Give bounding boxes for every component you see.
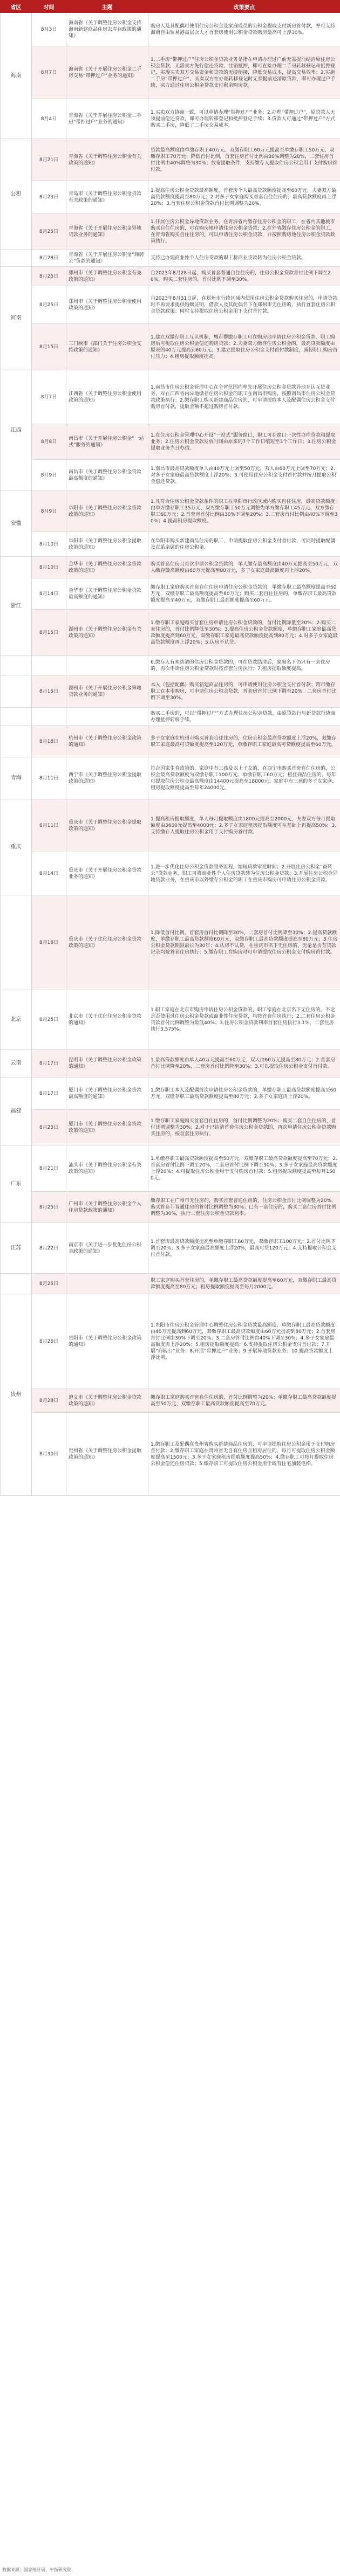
table-row xyxy=(1,1192,340,1223)
header-date: 时间 xyxy=(32,1,66,13)
title-cell: 郑州市《关于调整住房公积金有关政策的通知》 xyxy=(66,267,148,286)
table-row xyxy=(1,1413,340,1496)
table-row xyxy=(1,1223,340,1274)
title-cell: 江西省《关于调整住房公积金使用政策的通知》 xyxy=(66,370,148,424)
content-cell: 1.单缴存职工最高贷款额度提高至50万元，双缴存职工最高贷款额度提高至70万元；2.首套房首付比例下调至20%，二套房首付比例下调至30%；3.多子女家庭最高贷款额度上浮20%；4.可提取住房公积金用于支付购房首付款；5.租房提取额度提高至每月1500元。 xyxy=(148,1145,340,1192)
table-row xyxy=(1,250,340,267)
content-cell: 1.买卖双方协商一致，可以申请办理“带押过户”业务；2.办理“带押过户”，原贷款人无须提前偿还贷款，即可办理转移登记和抵押登记手续；3.贷款人可通过“带押过户”方式购买二手房，降低了二手房交易成本。 xyxy=(148,99,340,139)
content-cell: 1.缴存职工家庭购买首套自住住房的，首付比例调整为20%；购买二套自住住房的，首付比例调整为30%；2.对于已结清首套住房公积金贷款的，再次申请住房公积金贷款购买住房的，按首套住房执行。 xyxy=(148,1110,340,1145)
region-cell xyxy=(1,895,32,990)
region-cell: 海南 xyxy=(1,13,32,139)
content-cell: 贷款最高额度由单缴存职工40万元、双缴存职工60万元提高至单缴存职工50万元、双缴存职工70万元；降低首付比例，首套住房首付比例由30%调整为20%，二套住房首付比例由40%调整为30%；放宽提取条件，支持缴存人提取住房公积金用于支付购房首付款。 xyxy=(148,139,340,181)
table-row xyxy=(1,610,340,656)
header-row xyxy=(1,1,340,13)
table-row xyxy=(1,13,340,46)
title-cell: 遵义市《关于调整住房公积金贷款政策的通知》 xyxy=(66,1389,148,1413)
date-cell: 8月30日 xyxy=(32,1413,66,1496)
content-cell: 1.最高贷款额度由单人40万元提高至60万元，双人由60万元提高至80万元；2.首套房首付比例降至20%，二套房首付比例降至30%；3.可以提取住房公积金支付首付款。 xyxy=(148,1049,340,1078)
title-cell: 三门峡市《部门关于住房公积金支持政策的通知》 xyxy=(66,324,148,370)
date-cell xyxy=(32,656,66,675)
table-row xyxy=(1,675,340,708)
title-cell xyxy=(66,708,148,726)
date-cell: 8月3日 xyxy=(32,13,66,46)
title-cell: 北京市《关于优化住房公积金贷款的通知》 xyxy=(66,990,148,1049)
region-cell: 江西 xyxy=(1,370,32,491)
source-footer: 数据来源：国家统计局、中指研究院 xyxy=(2,2567,71,2572)
title-cell: 湖州市《关于开展住房公积金异地贷款业务的通知》 xyxy=(66,675,148,708)
title-cell xyxy=(66,1274,148,1294)
date-cell: 8月25日 xyxy=(32,1274,66,1294)
date-cell: 8月15日 xyxy=(32,324,66,370)
date-cell: 8月25日 xyxy=(32,1192,66,1223)
date-cell: 8月16日 xyxy=(32,895,66,990)
content-cell: 1.凡符合住房公积金贷款条件的职工在阜阳市行政区域内购买自住住房，最高贷款额度由单方缴存职工35万元、双方缴存职工50万元调整为单方缴存职工45万元、双方缴存职工60万元；2.首套房首付比例由30%下调至20%；3.二套房首付比例由40%下调至30%；4.提高租房提取额度。 xyxy=(148,491,340,532)
title-cell: 厦门市《关于调整住房公积金贷款最高额度的通知》 xyxy=(66,1078,148,1110)
date-cell: 8月11日 xyxy=(32,799,66,852)
content-cell: 购买二手房的，可以“带押过户”方式办理住房公积金贷款，由原贷款行与新贷款行协商办理抵押转移手续。 xyxy=(148,708,340,726)
title-cell: 贵阳市《关于调整住房公积金政策的通知》 xyxy=(66,1294,148,1389)
content-cell: 1.提高租房提取额度，单人每月提取额度由1800元提高至2000元，夫妻双方每月提取额度由3600元提高至4000元；2.多子女家庭租房提取额度可在基础上再提高50%；3.支持缴存人提取住房公积金用于支付购房首付款。 xyxy=(148,799,340,852)
region-cell xyxy=(1,675,32,708)
region-cell xyxy=(1,250,32,267)
table-row xyxy=(1,286,340,324)
title-cell: 昆明市《关于调整住房公积金政策的通知》 xyxy=(66,1049,148,1078)
table-row xyxy=(1,46,340,99)
content-cell: 1.职工家庭在北京市购房申请住房公积金贷款的，职工家庭在北京名下无住房的，不论是否使用过住房公积金贷款或商业性住房贷款，均按首套住房执行；2.二套住房公积金贷款首付比例调整为最低40%；3.住房公积金贷款利率首套住房执行3.1%，二套住房执行3.575%。 xyxy=(148,990,340,1049)
table-row xyxy=(1,267,340,286)
content-cell: 支持已办理商业性个人住房贷款的职工将商业贷款转为住房公积金贷款。 xyxy=(148,250,340,267)
date-cell: 8月17日 xyxy=(32,1049,66,1078)
title-cell xyxy=(66,656,148,675)
content-cell: 1.建立双缴存职工互认机制，城市群缴存职工可在购房地申请住房公积金贷款，职工购房后可提取住房公积金偿还购房贷款；2.夫妻双方缴存住房公积金的，最高贷款额度由原来的40万元提高到60万元；3.建立提取住房公积金支付首付款制度，减轻职工购房首付压力；4.租房提取额度提高。 xyxy=(148,324,340,370)
title-cell: 西宁市《关于调整住房公积金提取政策的通知》 xyxy=(66,757,148,799)
content-cell: 符合国家生育政策的，家庭中有三孩及以上子女的，在西宁市购买首套自住住房的，公积金最高贷款额度为双缴存职工100万元、单缴存职工60万元；租住商品住房的，每年可提取住房公积金最高额度由14400元提高至18000元；家庭中有三孩的多子女家庭，租房提取额度提高至每年24000元。 xyxy=(148,757,340,799)
header-region: 省区 xyxy=(1,1,32,13)
content-cell: 1.在住房公积金管理中心开设“一站式”服务窗口，职工可在窗口一次性办理贷款和提取业务；2.住房公积金贷款发放时间由原来的7个工作日缩短至3个工作日；3.住房公积金提取业务当日办结。 xyxy=(148,424,340,460)
title-cell: 重庆市《关于调整住房公积金提取政策的通知》 xyxy=(66,799,148,852)
date-cell: 8月25日 xyxy=(32,213,66,250)
content-cell: 1.贵阳市住房公积金管理中心调整住房公积金贷款最高额度，单缴存职工最高贷款额度由40万元提高到60万元，双缴存职工最高贷款额度由60万元提高到80万元；2.首套房首付比例由30%下调至20%；3.二套房首付比例由40%下调至30%；4.多子女家庭最高额度再上浮20%；5.租房提取额度提高；6.支持提取住房公积金支付首付款；7.开展“商转公”业务；8.开展“带押过户”业务；9.开展异地贷款业务；10.提高贷款额度上浮比例。 xyxy=(148,1294,340,1389)
date-cell: 8月25日 xyxy=(32,990,66,1049)
content-cell: 1.缴存职工家庭购买首套住房申请住房公积金贷款的，首付比例降低至20%；2.购买二套住房的，首付比例降低至30%；3.提高住房公积金贷款额度，单缴存职工家庭最高贷款额度提高到60万元，双缴存职工家庭最高贷款额度提高到80万元；4.对多子女家庭最高贷款额度再上浮20%；5.认房不认贷。 xyxy=(148,610,340,656)
content-cell: 6.缴存人有未结清的住房公积金贷款的，可在贷款结清后，家庭名下仍只有一套住房的，再次申请住房公积金贷款时按首套住房执行；7.租房提取额度提高。 xyxy=(148,656,340,675)
region-cell: 北京 xyxy=(1,990,32,1049)
region-cell: 贵州 xyxy=(1,1294,32,1496)
title-cell: 厦门市《关于调整住房公积金贷款政策的通知》 xyxy=(66,1110,148,1145)
date-cell: 8月23日 xyxy=(32,1110,66,1145)
table-row xyxy=(1,532,340,557)
title-cell: 南京市《关于进一步优化住房公积金政策的通知》 xyxy=(66,1223,148,1274)
table-row xyxy=(1,895,340,990)
title-cell: 广州市《关于调整住房公积金个人住房贷款政策的通知》 xyxy=(66,1192,148,1223)
title-cell: 郑州市《关于调整住房公积金使用政策的通知》 xyxy=(66,286,148,324)
title-cell: 湖州市《关于调整住房公积金有关政策的通知》 xyxy=(66,610,148,656)
title-cell: 金华市《关于调整住房公积金贷款政策的通知》 xyxy=(66,557,148,578)
table-row xyxy=(1,1294,340,1389)
title-cell: 青海省《关于调整住房公积金有关政策的通知》 xyxy=(66,139,148,181)
content-cell: 1.南昌市住房公积金管理中心在全省范围内率先开展住房公积金贷款异地互认互贷业务，对在江西省内异地缴存住房公积金的职工在南昌市购房，按照南昌市住房公积金贷款政策执行；2.缴存职工购买新建商品住房的，可申请提取本人及配偶住房公积金支付购房首付款，提取金额不超过购房首付款。 xyxy=(148,370,340,424)
region-cell: 青海 xyxy=(1,757,32,799)
date-cell: 8月7日 xyxy=(32,370,66,424)
table-row xyxy=(1,370,340,424)
content-cell: 缴存职工家庭购买首套自住住房申请住房公积金贷款的，单缴存职工最高额度提高至60万元，双缴存职工最高额度提高至80万元；购买二套自住住房的，单缴存职工最高贷款额度提高至40万元，双缴存职工最高额度提高至60万元。 xyxy=(148,578,340,610)
date-cell: 8月15日 xyxy=(32,610,66,656)
title-cell: 阜阳市《关于调整住房公积金提取政策的通知》 xyxy=(66,532,148,557)
title-cell: 金华市《关于调整住房公积金贷款最高额度的通知》 xyxy=(66,578,148,610)
date-cell: 8月22日 xyxy=(32,1223,66,1274)
region-cell: 云南 xyxy=(1,1049,32,1078)
date-cell: 8月28日 xyxy=(32,1389,66,1413)
date-cell: 8月9日 xyxy=(32,491,66,532)
content-cell: 自2023年8月31日起，在郑州市行政区域内使用住房公积金贷款购买住房的，申请贷款时不再要求提供婚姻证明，借款人及其配偶名下在郑州市无住房的，执行首套住房公积金贷款政策；同时支持提取住房公积金用于支付首付款。 xyxy=(148,286,340,324)
title-cell: 南昌市《关于调整住房公积金贷款最高额度的通知》 xyxy=(66,460,148,491)
region-cell: 重庆 xyxy=(1,799,32,895)
content-cell: 本人（包括配偶）购买新建商品住房的，可申请使用住房公积金支付首付款；跨市缴存职工在本市购房，可申请住房公积金贷款，首套房首付比例下调至20%，二套房首付比例下调至30%。 xyxy=(148,675,340,708)
table-row xyxy=(1,1078,340,1110)
content-cell: 1.进一步优化住房公积金贷款服务流程，缩短贷款审批时间；2.开展住房公积金“商转公”贷款业务，职工可将商业性个人住房贷款转为住房公积金贷款；3.开展住房公积金异地贷款业务，在重庆市以外缴存公积金的职工在重庆市购房可申请住房公积金贷款。 xyxy=(148,852,340,895)
date-cell: 8月28日 xyxy=(32,250,66,267)
table-row xyxy=(1,578,340,610)
table-row xyxy=(1,139,340,181)
table-row xyxy=(1,424,340,460)
date-cell: 8月23日 xyxy=(32,181,66,213)
table-row xyxy=(1,708,340,726)
table-row xyxy=(1,757,340,799)
title-cell: 海南省《关于开展住房公积金二手房交易“带押过户”业务的通知》 xyxy=(66,46,148,99)
table-row xyxy=(1,726,340,757)
date-cell: 8月18日 xyxy=(32,726,66,757)
region-cell: 浙江 xyxy=(1,557,32,656)
date-cell: 8月9日 xyxy=(32,460,66,491)
table-row xyxy=(1,1389,340,1413)
date-cell: 8月10日 xyxy=(32,532,66,557)
content-cell: 1.首套房最高贷款额度提高至单缴存职工60万元，双缴存职工100万元；2.首付比例下调至20%；3.多子女家庭最高额度上浮20%，最高可贷120万元；4.支持提取公积金支付首付款。 xyxy=(148,1223,340,1274)
content-cell: 1.南昌市最高贷款额度单人由40万元上调至50万元，双人由60万元上调至70万元；2.对多子女家庭最高贷款额度上浮20%；3.可使用住房公积金支付首付款并按月提取公积金偿还贷款。 xyxy=(148,460,340,491)
table-row xyxy=(1,1274,340,1294)
table-row xyxy=(1,557,340,578)
content-cell: 购房人及其配偶可使用住房公积金及家庭成员的公积金提取支付新房首付款，并可支持海南自由贸易港高层次人才首套房使用公积金贷款购房最高可上浮30%。 xyxy=(148,13,340,46)
region-cell xyxy=(1,708,32,726)
region-cell: 江苏 xyxy=(1,1223,32,1274)
content-cell: 缴存职工在广州市无住房的，购买首套普通住房的，住房公积金首付比例调整为20%，购买首套非普通住房的首付比例调整为30%；已有一套住房的，购买二套住房首付比例调整为30%，执行二套住房公积金贷款利率。 xyxy=(148,1192,340,1223)
title-cell: 贵州省《关于调整住房公积金提取政策的通知》 xyxy=(66,1413,148,1496)
table-row xyxy=(1,181,340,213)
title-cell: 阜阳市《关于调整住房公积金贷款政策的通知》 xyxy=(66,491,148,532)
region-cell: 福建 xyxy=(1,1078,32,1145)
date-cell: 8月7日 xyxy=(32,46,66,99)
content-cell: 在阜阳市购买新建商品住房的职工，申请提取住房公积金支付首付款，可同时提取配偶及直系亲属的住房公积金。 xyxy=(148,532,340,557)
title-cell: 南昌市《关于开展住房公积金“一站式”服务的通知》 xyxy=(66,424,148,460)
title-cell: 杭州市《关于调整住房公积金政策的通知》 xyxy=(66,726,148,757)
table-row xyxy=(1,213,340,250)
content-cell: 购买首套住房且首次申请公积金贷款的，单人缴存最高额度由40万元提高至50万元，双人缴存最高额度由60万元提高至80万元，多子女家庭最高额度再上浮20%。 xyxy=(148,557,340,578)
table-body xyxy=(1,13,340,1496)
table-row xyxy=(1,1049,340,1078)
table-row xyxy=(1,852,340,895)
date-cell: 8月21日 xyxy=(32,139,66,181)
date-cell: 8月14日 xyxy=(32,852,66,895)
title-cell: 青岛市《关于调整住房公积金贷款有关政策的通知》 xyxy=(66,181,148,213)
table-row xyxy=(1,99,340,139)
title-cell: 青海省《关于开展住房公积金异地贷款业务的通知》 xyxy=(66,213,148,250)
date-cell: 8月25日 xyxy=(32,286,66,324)
content-cell: 职工家庭购买首套住房的，单缴存职工最高贷款额度提高至60万元，双缴存职工最高贷款额度提高至80万元；租房提取额度提高至每月2000元。 xyxy=(148,1274,340,1294)
content-cell: 1.开展住房公积金异地贷款业务，在青海省内缴存住房公积金的职工，在省内其他城市购买自住住房的，可在购房地申请住房公积金贷款；2.在外省缴存住房公积金的职工，在青海省购买自住住房的，可以申请住房公积金贷款，并按照购房地住房公积金贷款政策执行。 xyxy=(148,213,340,250)
table-row xyxy=(1,990,340,1049)
region-cell: 河南 xyxy=(1,267,32,370)
title-cell: 青海省《关于开展住房公积金“商转公”贷款的通知》 xyxy=(66,250,148,267)
content-cell: 1.缴存职工本人及配偶首次申请住房公积金贷款的，单缴存职工最高贷款额度提高至60万元，双缴存职工最高贷款额度提高至80万元；2.多子女家庭再上浮20%。 xyxy=(148,1078,340,1110)
content-cell: 自2023年8月28日起，购买首套普通自住住房的，住房公积金贷款首付比例下调至20%，购买二套住房的，首付比例下调至30%。 xyxy=(148,267,340,286)
date-cell: 8月17日 xyxy=(32,1078,66,1110)
content-cell: 缴存职工家庭购买首套自住住房的，首付比例调整为20%；单缴存职工最高贷款额度提高至50万元，双缴存职工最高贷款额度提高至70万元。 xyxy=(148,1389,340,1413)
content-cell: 1.二手房“带押过户”住房公积金贷款业务是指在申请办理过户前无需提前结清原住房公积金贷款，无需卖方先行偿还贷款、注销抵押，即可直接办理二手房转移登记和抵押登记，实现买卖双方交易资金和贷款的无缝衔接，降低交易成本，提高交易效率；2.实施二手房“带押过户”，买卖双方在办理转移登记时无须提前还清原贷款，即可办理过户手续，买方通过住房公积金贷款支付剩余购房款。 xyxy=(148,46,340,99)
region-cell xyxy=(1,726,32,757)
table-row xyxy=(1,324,340,370)
date-cell: 8月4日 xyxy=(32,99,66,139)
region-cell xyxy=(1,1274,32,1294)
header-content: 政策要点 xyxy=(148,1,340,13)
table-row xyxy=(1,1145,340,1192)
title-cell: 青海省《关于开展住房公积金二手房“带押过户”业务的通知》 xyxy=(66,99,148,139)
region-cell xyxy=(1,656,32,675)
content-cell: 1.提高住房公积金贷款最高额度，首套房个人最高贷款额度提高至60万元，夫妻双方最高贷款额度提高至80万元；2.对多子女家庭购买首套自住住房的，最高贷款额度再上浮20%；3.首套住房公积金贷款首付比例调整为20%。 xyxy=(148,181,340,213)
region-cell: 公积 xyxy=(1,139,32,250)
region-cell: 广东 xyxy=(1,1145,32,1223)
date-cell: 8月26日 xyxy=(32,1294,66,1389)
date-cell xyxy=(32,708,66,726)
header-title: 主题 xyxy=(66,1,148,13)
date-cell: 8月15日 xyxy=(32,675,66,708)
table-row xyxy=(1,491,340,532)
date-cell: 8月11日 xyxy=(32,757,66,799)
date-cell: 8月21日 xyxy=(32,1145,66,1192)
table-row xyxy=(1,799,340,852)
content-cell: 1.缴存职工及配偶在贵州省购买新建商品住房的，可申请提取住房公积金用于支付购房首付款；2.缴存职工家庭在贵州省无自有住房且租房居住的，每月可提取住房公积金额度提高至1500元；3.多子女家庭租房提取额度提高50%；4.缴存职工可按月提取住房公积金偿还住房贷款；5.缴存职工可提取住房公积金用于既有住宅加装电梯。 xyxy=(148,1413,340,1496)
date-cell: 8月10日 xyxy=(32,557,66,578)
title-cell: 重庆市《关于开展住房公积金贷款业务的通知》 xyxy=(66,852,148,895)
content-cell: 多子女家庭在杭州市购买首套自住住房的，住房公积金最高贷款额度上浮20%，双缴存职工家庭最高可贷额度提高至120万元，单缴存职工家庭最高可贷额度提高至60万元。 xyxy=(148,726,340,757)
region-cell: 安徽 xyxy=(1,491,32,557)
date-cell: 8月25日 xyxy=(32,267,66,286)
date-cell: 8月8日 xyxy=(32,424,66,460)
title-cell: 重庆市《关于优化住房公积金贷款政策的通知》 xyxy=(66,895,148,990)
date-cell: 8月14日 xyxy=(32,578,66,610)
content-cell: 1.降低首付比例，首套房首付比例降至20%，二套房首付比例降至30%；2.提高贷款额度，单缴存职工最高贷款额度60万元，双缴存职工最高贷款额度提高至80万元；3.住房公积金贷款期限最长为30年；4.认房不认贷，在重庆市名下无住房的，无论是否有贷款记录均按首套住房执行；5.缴存职工在购房时可申请提取住房公积金支付购房首付款。 xyxy=(148,895,340,990)
table-row xyxy=(1,1110,340,1145)
title-cell: 汕头市《关于调整住房公积金有关政策的通知》 xyxy=(66,1145,148,1192)
title-cell: 海南省《关于调整住房公积金支持海南新建商品住房去库存政策的通知》 xyxy=(66,13,148,46)
table-row xyxy=(1,656,340,675)
table-row xyxy=(1,460,340,491)
